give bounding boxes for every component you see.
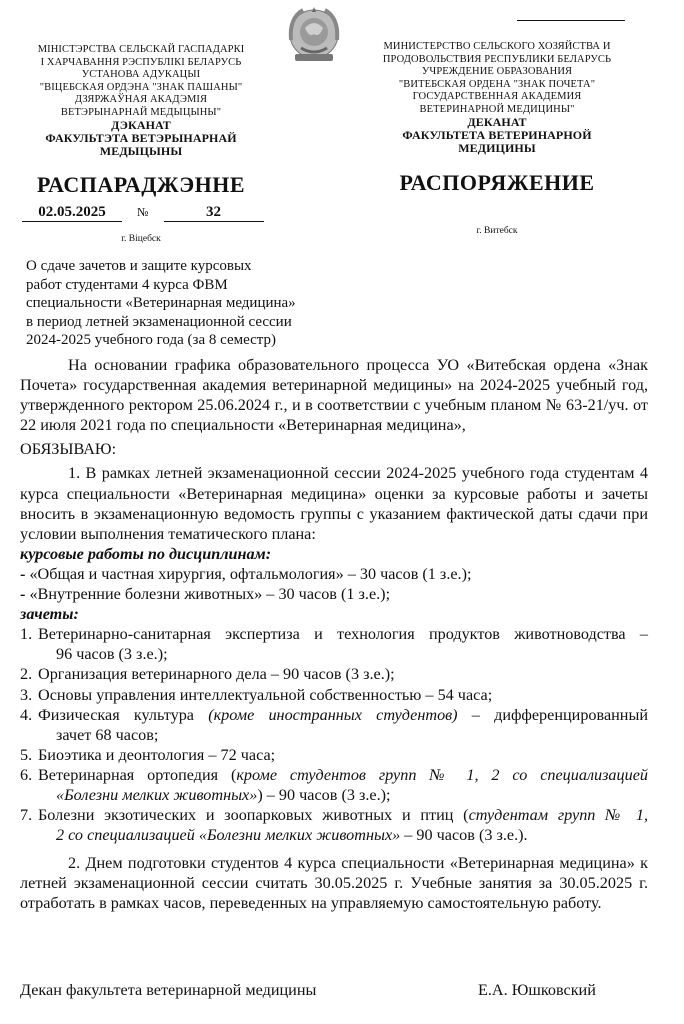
credit-note-cont: «Болезни мелких животных» bbox=[56, 785, 258, 804]
institution-ru-4: ВЕТЕРИНАРНОЙ МЕДИЦИНЫ" bbox=[419, 103, 575, 115]
topic-line: работ студентами 4 курса ФВМ bbox=[26, 276, 228, 293]
date-number-line bbox=[22, 204, 262, 222]
ministry-ru-2: ПРОДОВОЛЬСТВИЯ РЕСПУБЛИКИ БЕЛАРУСЬ bbox=[382, 53, 612, 65]
credit-text: Болезни экзотических и зоопарковых животных и птиц ( bbox=[38, 806, 469, 825]
state-emblem bbox=[281, 4, 347, 68]
credit-note: кроме студентов групп № 1, 2 со специализацией bbox=[236, 765, 648, 784]
doc-type-ru: РАСПОРЯЖЕНИЕ bbox=[399, 170, 595, 195]
credit-number: 7. bbox=[20, 806, 33, 825]
credit-item bbox=[20, 765, 648, 805]
coursework-heading: курсовые работы по дисциплинам: bbox=[20, 544, 272, 563]
credit-number: 4. bbox=[20, 705, 33, 724]
coursework-dash: - bbox=[20, 564, 26, 583]
header-left bbox=[22, 44, 260, 158]
ministry-ru: МИНИСТЕРСТВО СЕЛЬСКОГО ХОЗЯЙСТВА И bbox=[383, 41, 611, 52]
credits-heading: зачеты: bbox=[20, 605, 79, 624]
faculty-ru-2: МЕДИЦИНЫ bbox=[458, 141, 536, 155]
credit-text-tail: – дифференцированный bbox=[457, 705, 648, 724]
credit-text-cont: 96 часов (3 з.е.); bbox=[56, 645, 168, 664]
credit-item bbox=[20, 685, 648, 705]
top-right-line bbox=[517, 20, 625, 21]
number-sign: № bbox=[137, 205, 149, 219]
institution-ru-1: УЧРЕЖДЕНИЕ ОБРАЗОВАНИЯ bbox=[421, 66, 573, 77]
credit-text-cont: ) – 90 часов (3 з.е.); bbox=[257, 785, 391, 804]
credit-text: Основы управления интеллектуальной собственностью – 54 часа; bbox=[38, 685, 493, 704]
credit-item bbox=[20, 624, 648, 664]
ministry-be-2: І ХАРЧАВАННЯ РЭСПУБЛІКІ БЕЛАРУСЬ bbox=[40, 56, 242, 68]
credit-text-cont: – 90 часов (3 з.е.). bbox=[400, 826, 528, 845]
institution-be-1: УСТАНОВА АДУКАЦЫІ bbox=[81, 69, 201, 80]
credit-note-cont: 2 со специализацией «Болезни мелких животных» bbox=[56, 826, 401, 845]
paragraph-1: 1. В рамках летней экзаменационной сессии 2024-2025 учебного года студентам 4 курса специальности «Ветеринарная медицина» оценки за курсовые работы и зачеты вносить в экзаменационную ведомость группы с указанием фактической даты сдачи при условии выполнения тематического плана: bbox=[20, 464, 648, 543]
doc-number: 32 bbox=[164, 204, 264, 222]
ministry-be: МІНІСТЭРСТВА СЕЛЬСКАЙ ГАСПАДАРКІ bbox=[37, 44, 245, 55]
credit-text: Физическая культура bbox=[38, 705, 209, 724]
institution-ru-3: ГОСУДАРСТВЕННАЯ АКАДЕМИЯ bbox=[412, 91, 582, 102]
topic-line: О сдаче зачетов и защите курсовых bbox=[26, 258, 252, 274]
credit-text: Ветеринарная ортопедия ( bbox=[38, 765, 237, 784]
faculty-be-2: МЕДЫЦЫНЫ bbox=[99, 144, 183, 158]
dekanat-ru: ДЕКАНАТ bbox=[467, 115, 527, 129]
credit-number: 6. bbox=[20, 765, 33, 784]
credit-item bbox=[20, 745, 648, 765]
institution-be-3: ДЗЯРЖАЎНАЯ АКАДЭМІЯ bbox=[74, 94, 208, 105]
obligate-heading: ОБЯЗЫВАЮ: bbox=[20, 440, 117, 459]
institution-ru-2: "ВИТЕБСКАЯ ОРДЕНА "ЗНАК ПОЧЕТА" bbox=[398, 78, 596, 90]
coursework-text: «Внутренние болезни животных» – 30 часов (1 з.е.); bbox=[25, 585, 391, 604]
credit-number: 3. bbox=[20, 685, 33, 704]
credit-item bbox=[20, 664, 648, 684]
header-right bbox=[378, 41, 616, 155]
coursework-item bbox=[20, 564, 648, 584]
credit-text: Ветеринарно-санитарная экспертиза и технология продуктов животноводства – bbox=[38, 625, 648, 644]
topic-block bbox=[26, 257, 346, 350]
topic-line: 2024-2025 учебного года (за 8 семестр) bbox=[26, 332, 277, 349]
credit-text: Организация ветеринарного дела – 90 часов (3 з.е.); bbox=[38, 665, 395, 684]
preamble: На основании графика образовательного процесса УО «Витебская ордена «Знак Почета» государственная академия ветеринарной медицины» на 2024-2025 учебный год, утвержденного ректором 25.06.2024 г., и в соответствии с учебным планом № 63-21/уч. от 22 июля 2021 года по специальности «Ветеринарная медицина», bbox=[20, 356, 648, 435]
coursework-dash: - bbox=[20, 585, 26, 604]
coursework-text: «Общая и частная хирургия, офтальмология» – 30 часов (1 з.е.); bbox=[25, 564, 472, 583]
credit-note: студентам групп № 1, bbox=[468, 806, 648, 825]
coursework-item bbox=[20, 584, 648, 604]
faculty-be-1: ФАКУЛЬТЭТА ВЕТЭРЫНАРНАЙ bbox=[45, 131, 237, 145]
faculty-ru-1: ФАКУЛЬТЕТА ВЕТЕРИНАРНОЙ bbox=[402, 128, 592, 142]
credit-item bbox=[20, 805, 648, 845]
credit-text: Биоэтика и деонтология – 72 часа; bbox=[38, 745, 276, 764]
paragraph-2: 2. Днем подготовки студентов 4 курса специальности «Ветеринарная медицина» к летней экзаменационной сессии считать 30.05.2025 г. Учебные занятия за 30.05.2025 г. отработать в рамках часов, переведенных на управляемую самостоятельную работу. bbox=[20, 854, 648, 913]
topic-line: в период летней экзаменационной сессии bbox=[26, 313, 292, 330]
city-ru: г. Витебск bbox=[476, 226, 518, 236]
order-body bbox=[20, 355, 648, 914]
dekanat-be: ДЭКАНАТ bbox=[111, 118, 171, 132]
credit-note: (кроме иностранных студентов) bbox=[208, 705, 458, 724]
credit-number: 1. bbox=[20, 625, 33, 644]
topic-line: специальности «Ветеринарная медицина» bbox=[26, 295, 296, 312]
credit-number: 5. bbox=[20, 745, 33, 764]
doc-date: 02.05.2025 bbox=[22, 204, 122, 222]
doc-type-be: РАСПАРАДЖЭННЕ bbox=[36, 172, 246, 197]
signature-position: Декан факультета ветеринарной медицины bbox=[20, 981, 317, 999]
city-be: г. Віцебск bbox=[121, 234, 161, 244]
institution-be-2: "ВІЦЕБСКАЯ ОРДЭНА "ЗНАК ПАШАНЫ" bbox=[39, 81, 243, 93]
signature-name: Е.А. Юшковский bbox=[478, 981, 596, 999]
credit-text-cont: зачет 68 часов; bbox=[56, 725, 159, 744]
institution-be-4: ВЕТЭРЫНАРНАЙ МЕДЫЦЫНЫ" bbox=[60, 106, 222, 118]
credit-number: 2. bbox=[20, 665, 33, 684]
credit-item bbox=[20, 705, 648, 745]
